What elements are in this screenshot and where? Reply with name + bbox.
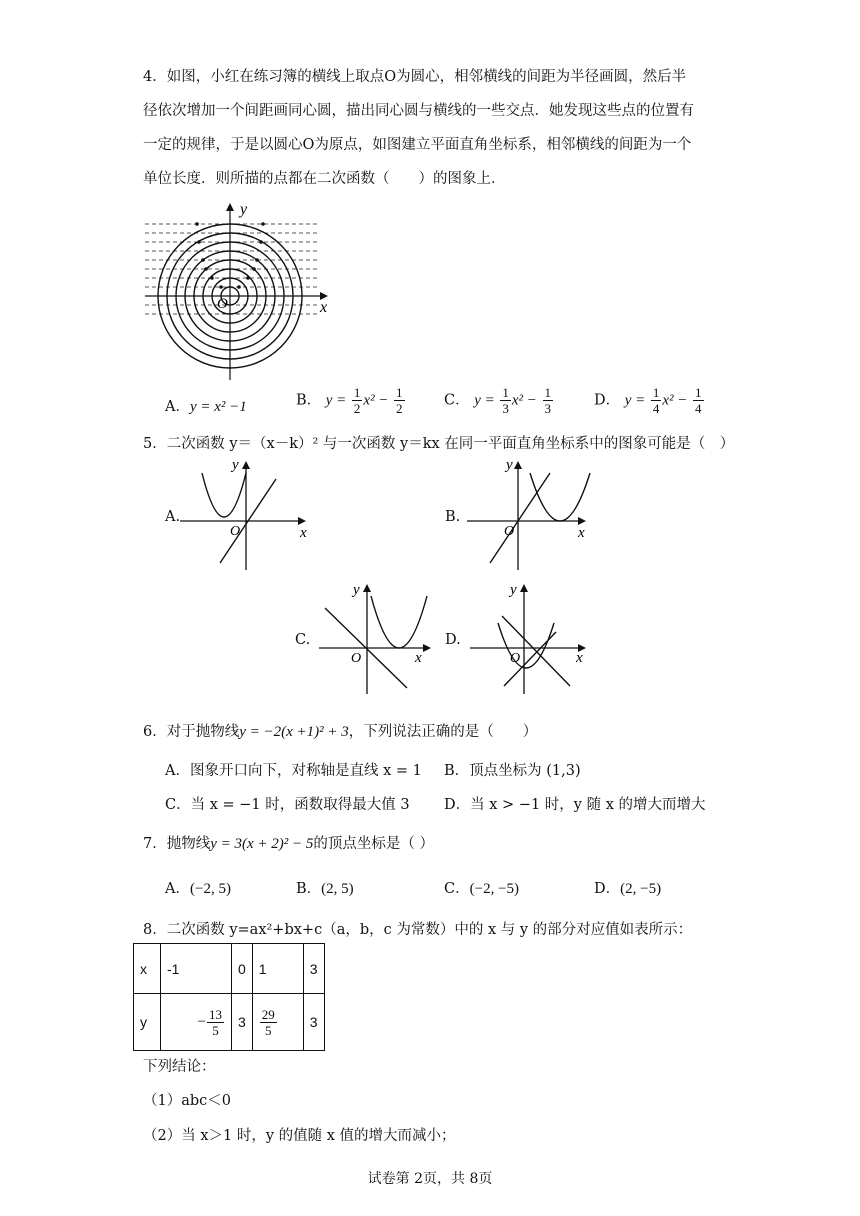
table-row <box>134 944 325 994</box>
q6-formula: y = −2(x +1)² + 3 <box>239 724 349 740</box>
q5-graph-c[interactable] <box>315 578 440 698</box>
parabola <box>530 473 590 521</box>
svg-text:O: O <box>230 524 241 539</box>
table-cell: x <box>134 944 161 994</box>
q4-origin-label: O <box>217 296 228 312</box>
arrow-up-icon <box>363 584 371 592</box>
arrow-up-icon <box>514 461 522 469</box>
arrow-up-icon <box>520 584 528 592</box>
table-cell: 3 <box>232 994 253 1051</box>
q4-line-4: 单位长度．则所描的点都在二次函数（ ）的图象上． <box>143 171 506 187</box>
q6-stem: 6．对于抛物线y = −2(x +1)² + 3，下列说法正确的是（ ） <box>143 724 538 740</box>
svg-text:O: O <box>510 651 521 666</box>
table-cell: -1 <box>161 944 232 994</box>
parabola <box>371 596 427 648</box>
q7-formula: y = 3(x + 2)² − 5 <box>210 836 314 852</box>
q8-conclusion-1: （1）abc＜0 <box>143 1093 231 1109</box>
q4-x-label: x <box>320 299 328 316</box>
svg-text:O: O <box>504 524 515 539</box>
svg-text:y: y <box>506 457 513 473</box>
svg-text:O: O <box>351 651 362 666</box>
q5-stem: 5．二次函数 y＝（x－k）² 与一次函数 y＝kx 在同一平面直角坐标系中的图象可能是（ ） <box>143 436 735 452</box>
svg-text:y: y <box>353 582 360 598</box>
q4-figure <box>140 198 340 384</box>
q8-conclusion-title: 下列结论： <box>143 1059 216 1075</box>
q5-option-b-label[interactable]: B. <box>445 509 461 525</box>
table-cell: y <box>134 994 161 1051</box>
table-cell: 3 <box>303 944 324 994</box>
q4-option-c[interactable]: C． y = $\frac{1}{3}$ x² − $\frac{1}{3}$ <box>444 385 551 416</box>
parabola <box>202 473 246 517</box>
q4-option-a[interactable]: A．y = x² −1 <box>165 399 247 415</box>
q4-line-3: 一定的规律，于是以圆心O为原点，如图建立平面直角坐标系，相邻横线的间距为一个 <box>143 137 692 153</box>
svg-text:x: x <box>300 525 307 541</box>
q5-option-d-label[interactable]: D. <box>445 632 461 648</box>
q8-conclusion-2: （2）当 x＞1 时，y 的值随 x 值的增大而减小； <box>143 1128 456 1144</box>
q5-option-a-label[interactable]: A. <box>165 509 181 525</box>
q6-option-b[interactable]: B．顶点坐标为 (1,3) <box>444 763 581 779</box>
table-cell: 1 <box>252 944 303 994</box>
arrow-right-icon <box>298 517 306 525</box>
svg-text:y: y <box>510 582 517 598</box>
q6-option-a[interactable]: A．图象开口向下，对称轴是直线 x = 1 <box>165 763 422 779</box>
q7-option-a[interactable]: A．(−2, 5) <box>165 881 231 897</box>
table-cell: 3 <box>303 994 324 1051</box>
q5-graph-a[interactable] <box>180 455 315 575</box>
svg-text:x: x <box>415 650 422 666</box>
q5-option-c-label[interactable]: C. <box>295 632 311 648</box>
page-footer: 试卷第 2页，共 8页 <box>367 1171 493 1187</box>
q6-option-c[interactable]: C．当 x = −1 时，函数取得最大值 3 <box>165 797 410 813</box>
q7-option-d[interactable]: D．(2, −5) <box>594 881 662 897</box>
q8-stem: 8．二次函数 y=ax²+bx+c（a，b，c 为常数）中的 x 与 y 的部分对应值如表所示： <box>143 922 693 938</box>
q4-option-b[interactable]: B． y = $\frac{1}{2}$ x² − $\frac{1}{2}$ <box>296 385 403 416</box>
q7-stem: 7．抛物线y = 3(x + 2)² − 5的顶点坐标是（ ） <box>143 836 435 852</box>
q5-graph-d[interactable] <box>466 578 596 698</box>
arrow-right-icon <box>423 644 431 652</box>
q4-line-2: 径依次增加一个间距画同心圆，描出同心圆与横线的一些交点．她发现这些点的位置有 <box>143 103 694 119</box>
arrow-up-icon <box>242 461 250 469</box>
table-cell: 0 <box>232 944 253 994</box>
svg-text:x: x <box>578 525 585 541</box>
q7-option-b[interactable]: B．(2, 5) <box>296 881 354 897</box>
table-row <box>134 994 325 1051</box>
arrow-right-icon <box>578 517 586 525</box>
q4-line-1: 4．如图，小红在练习簿的横线上取点O为圆心，相邻横线的间距为半径画圆，然后半 <box>143 69 687 85</box>
arrow-up-icon <box>226 203 234 211</box>
table-cell: $\frac{29}{5}$ <box>252 994 303 1051</box>
table-cell: − $\frac{13}{5}$ <box>161 994 232 1051</box>
q4-option-d[interactable]: D． y = $\frac{1}{4}$ x² − $\frac{1}{4}$ <box>594 385 702 416</box>
q8-value-table <box>133 943 325 1051</box>
q5-graph-b[interactable] <box>462 455 597 575</box>
q6-option-d[interactable]: D．当 x > −1 时，y 随 x 的增大而增大 <box>444 797 706 813</box>
svg-text:x: x <box>576 650 583 666</box>
q4-stem <box>143 60 733 196</box>
q4-y-label: y <box>240 201 248 218</box>
line <box>490 473 550 563</box>
svg-text:y: y <box>232 457 239 473</box>
q7-option-c[interactable]: C．(−2, −5) <box>444 881 520 897</box>
